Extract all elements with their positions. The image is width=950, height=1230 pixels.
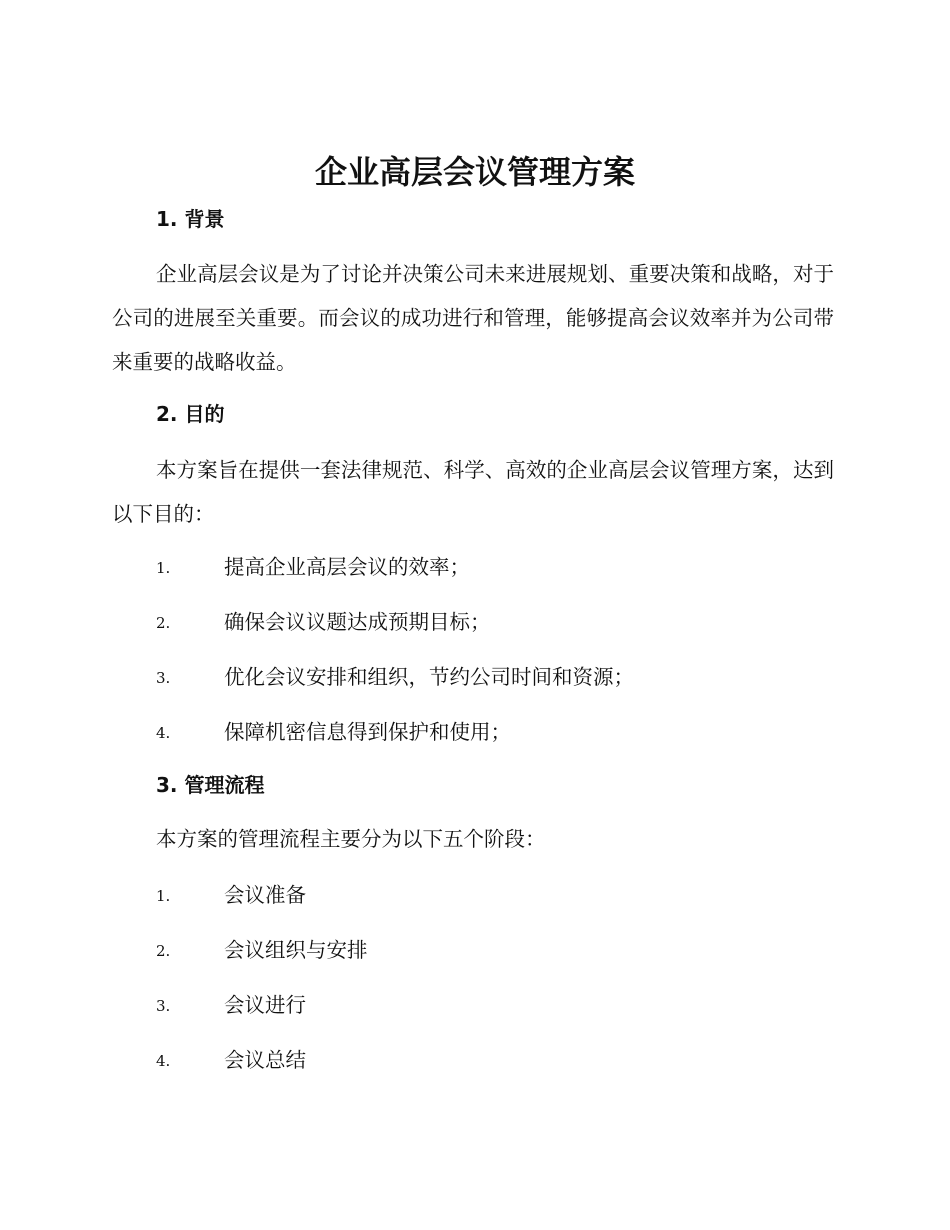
section-paragraph-purpose: 本方案旨在提供一套法律规范、科学、高效的企业高层会议管理方案，达到以下目的： <box>112 458 834 526</box>
list-item-number: 4. <box>156 724 171 742</box>
list-item-text: 会议组织与安排 <box>224 938 368 962</box>
list-item-text: 优化会议安排和组织，节约公司时间和资源； <box>224 665 634 689</box>
list-item-text: 会议总结 <box>224 1048 306 1072</box>
list-item-text: 会议准备 <box>224 883 306 907</box>
section-heading-purpose: 2. 目的 <box>156 402 225 426</box>
list-item-number: 4. <box>156 1052 171 1070</box>
list-item-number: 3. <box>156 669 171 687</box>
list-item-number: 3. <box>156 997 171 1015</box>
list-item-number: 1. <box>156 559 171 577</box>
section-paragraph-background: 企业高层会议是为了讨论并决策公司未来进展规划、重要决策和战略，对于公司的进展至关重要。而会议的成功进行和管理，能够提高会议效率并为公司带来重要的战略收益。 <box>112 262 834 374</box>
section-paragraph-process: 本方案的管理流程主要分为以下五个阶段： <box>156 827 546 851</box>
list-item-text: 会议进行 <box>224 993 306 1017</box>
list-item-text: 提高企业高层会议的效率； <box>224 555 470 579</box>
list-item-number: 1. <box>156 887 171 905</box>
list-item-number: 2. <box>156 614 171 632</box>
list-item-text: 保障机密信息得到保护和使用； <box>224 720 511 744</box>
document-title: 企业高层会议管理方案 <box>314 153 635 191</box>
section-heading-process: 3. 管理流程 <box>156 773 265 797</box>
section-heading-background: 1. 背景 <box>156 207 225 231</box>
list-item-text: 确保会议议题达成预期目标； <box>224 610 491 634</box>
list-item-number: 2. <box>156 942 171 960</box>
